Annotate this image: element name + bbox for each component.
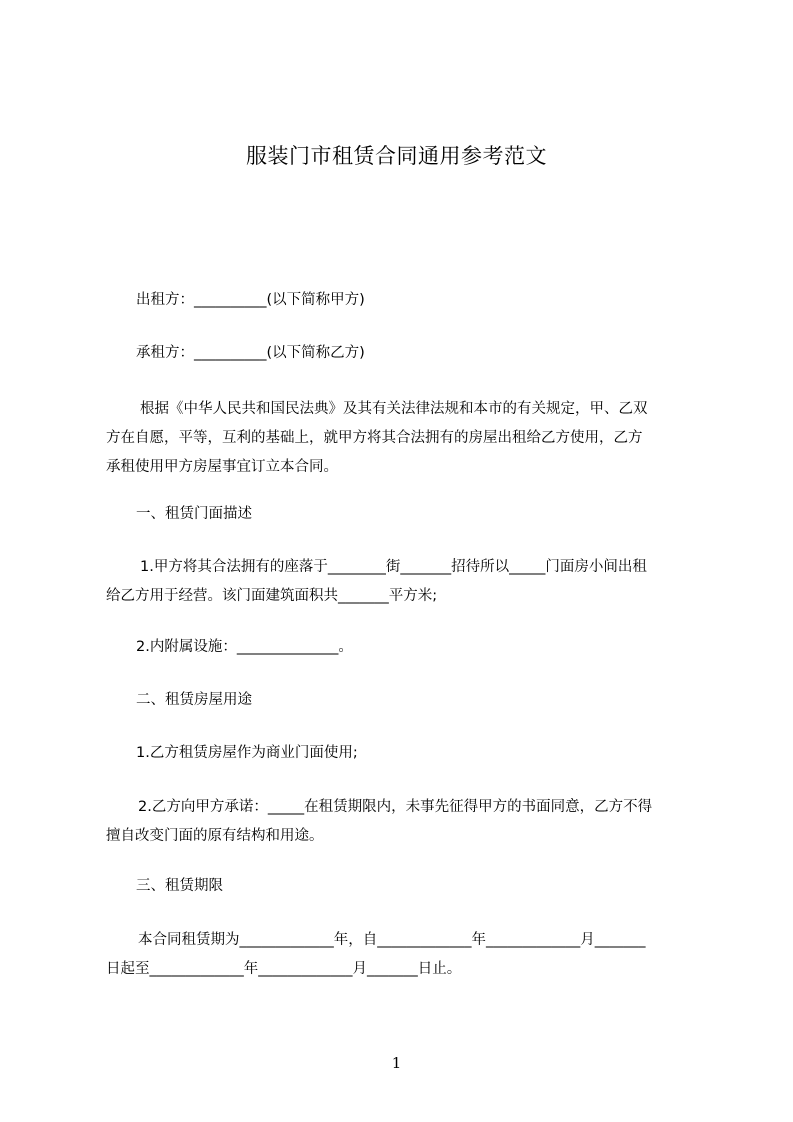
section2-item2-line-1: 2.乙方向甲方承诺：_____在租赁期限内，未事先征得甲方的书面同意，乙方不得 [138,799,653,815]
section2-item2 [106,793,706,851]
document-title: 服装门市租赁合同通用参考范文 [246,144,547,168]
preamble-line-2: 方在自愿，平等，互利的基础上，就甲方将其合法拥有的房屋出租给乙方使用，乙方 [106,430,643,446]
section3-term [106,926,706,984]
section1-item1 [106,553,706,611]
section2-heading: 二、租赁房屋用途 [136,692,252,708]
page-number: 1 [391,1054,402,1072]
section3-term-line-2: 日起至_____________年_____________月_______日止。 [106,961,462,977]
section3-heading: 三、租赁期限 [136,878,223,894]
preamble-line-3: 承租使用甲方房屋事宜订立本合同。 [106,459,338,475]
preamble-line-1: 根据《中华人民共和国民法典》及其有关法律法规和本市的有关规定，甲、乙双 [140,401,648,417]
section1-item2: 2.内附属设施：______________。 [136,639,353,655]
lessee-line: 承租方：__________(以下简称乙方) [136,345,365,361]
section2-item2-line-2: 擅自改变门面的原有结构和用途。 [106,828,324,844]
section3-term-line-1: 本合同租赁期为_____________年，自_____________年_____________月_______ [138,932,646,948]
section1-item1-line-2: 给乙方用于经营。该门面建筑面积共_______平方米; [106,588,438,604]
section2-item1: 1.乙方租赁房屋作为商业门面使用; [136,745,358,761]
section1-heading: 一、租赁门面描述 [136,506,252,522]
lessor-line: 出租方：__________(以下简称甲方) [136,292,365,308]
preamble-paragraph [106,395,706,482]
section1-item1-line-1: 1.甲方将其合法拥有的座落于________街_______招待所以_____门面房小间出租 [140,559,647,575]
